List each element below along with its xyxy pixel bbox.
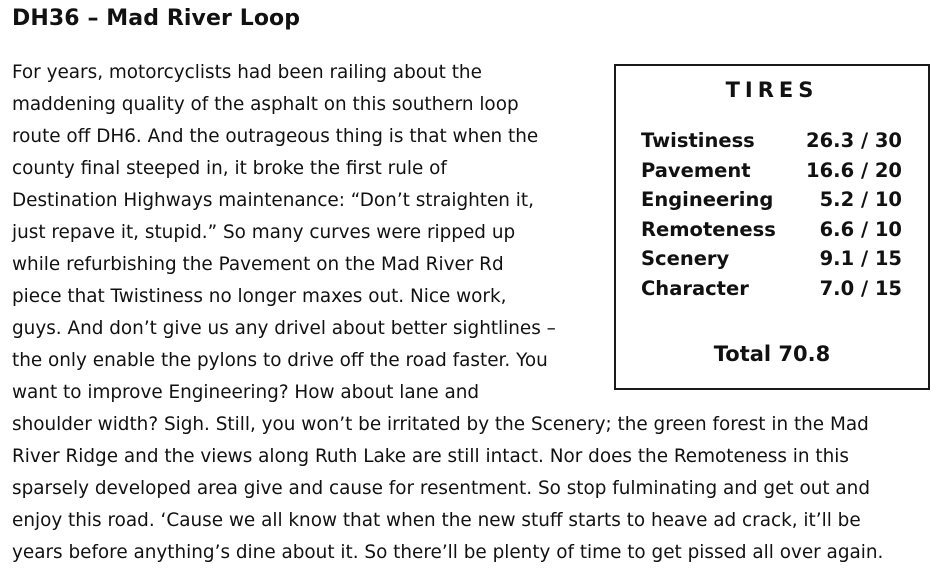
score-label: Twistiness (641, 129, 755, 152)
body-line: maddening quality of the asphalt on this southern loop (12, 94, 519, 115)
score-value: 16.6 / 20 (806, 159, 902, 182)
score-value: 7.0 / 15 (819, 277, 902, 300)
body-line: enjoy this road. ‘Cause we all know that when the new stuff starts to heave ad crack, it’ll be (12, 510, 861, 531)
score-value: 5.2 / 10 (819, 188, 902, 211)
body-line: want to improve Engineering? How about lane and (12, 382, 480, 403)
body-line: shoulder width? Sigh. Still, you won’t be irritated by the Scenery; the green forest in the Mad (12, 414, 869, 435)
body-line: route off DH6. And the outrageous thing is that when the (12, 126, 539, 147)
score-label: Engineering (641, 188, 774, 211)
body-line: years before anything’s dine about it. So there’ll be plenty of time to get pissed all over again. (12, 542, 884, 563)
body-line: just repave it, stupid.” So many curves were ripped up (12, 222, 516, 243)
score-row-scenery (641, 244, 902, 274)
body-line: Destination Highways maintenance: “Don’t straighten it, (12, 190, 534, 211)
score-row-character (641, 274, 902, 304)
body-line: River Ridge and the views along Ruth Lake are still intact. Nor does the Remoteness in this (12, 446, 849, 467)
tires-heading: TIRES (725, 78, 819, 102)
tires-rating-box (614, 64, 930, 390)
body-line: sparsely developed area give and cause for resentment. So stop fulminating and get out and (12, 478, 871, 499)
total-score: Total 70.8 (713, 342, 831, 366)
score-row-twistiness (641, 126, 902, 156)
score-label: Scenery (641, 247, 730, 270)
score-label: Pavement (641, 159, 751, 182)
body-line: county final steeped in, it broke the first rule of (12, 158, 447, 179)
score-value: 26.3 / 30 (806, 129, 902, 152)
score-value: 9.1 / 15 (819, 247, 902, 270)
score-label: Remoteness (641, 218, 776, 241)
body-line: For years, motorcyclists had been railing about the (12, 62, 482, 83)
page-title: DH36 – Mad River Loop (12, 6, 301, 31)
score-value: 6.6 / 10 (819, 218, 902, 241)
body-line: the only enable the pylons to drive off the road faster. You (12, 350, 548, 371)
score-row-remoteness (641, 215, 902, 245)
score-row-pavement (641, 156, 902, 186)
body-line: while refurbishing the Pavement on the Mad River Rd (12, 254, 504, 275)
score-label: Character (641, 277, 749, 300)
score-row-engineering (641, 185, 902, 215)
body-line: guys. And don’t give us any drivel about better sightlines – (12, 318, 556, 339)
body-line: piece that Twistiness no longer maxes out. Nice work, (12, 286, 507, 307)
